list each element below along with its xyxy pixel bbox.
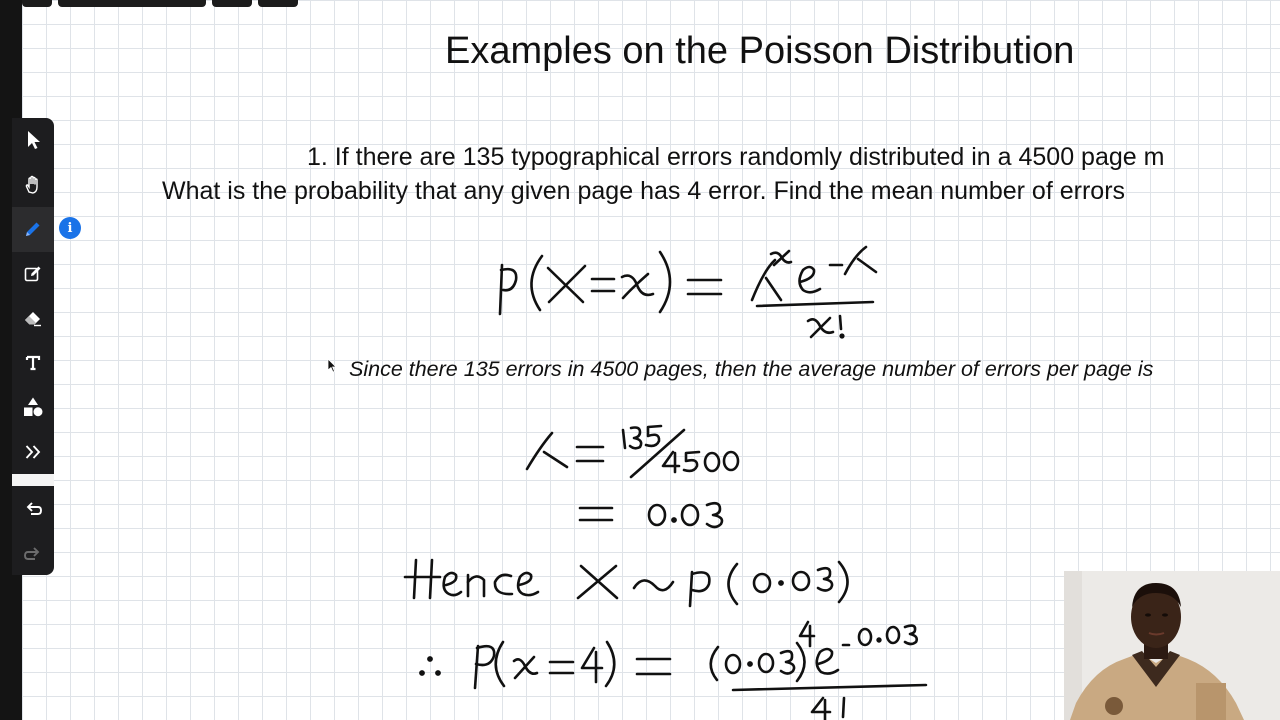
handwritten-lambda-value <box>580 503 722 527</box>
question-line-2: What is the probability that any given page has 4 error. Find the mean number of errors <box>162 177 1126 205</box>
presenter-webcam <box>1064 571 1280 720</box>
handwritten-poisson-formula <box>500 247 876 337</box>
explanation-note: Since there 135 errors in 4500 pages, then the average number of errors per page is <box>349 357 1154 381</box>
question-line-1: 1. If there are 135 typographical errors randomly distributed in a 4500 page m <box>307 143 1165 171</box>
handwritten-probability <box>420 622 926 720</box>
page-title: Examples on the Poisson Distribution <box>445 30 1075 72</box>
handwritten-conclusion <box>405 560 848 606</box>
handwritten-lambda-fraction <box>527 426 738 477</box>
presenter-video-feed <box>1064 571 1280 720</box>
info-icon[interactable]: i <box>59 217 81 239</box>
